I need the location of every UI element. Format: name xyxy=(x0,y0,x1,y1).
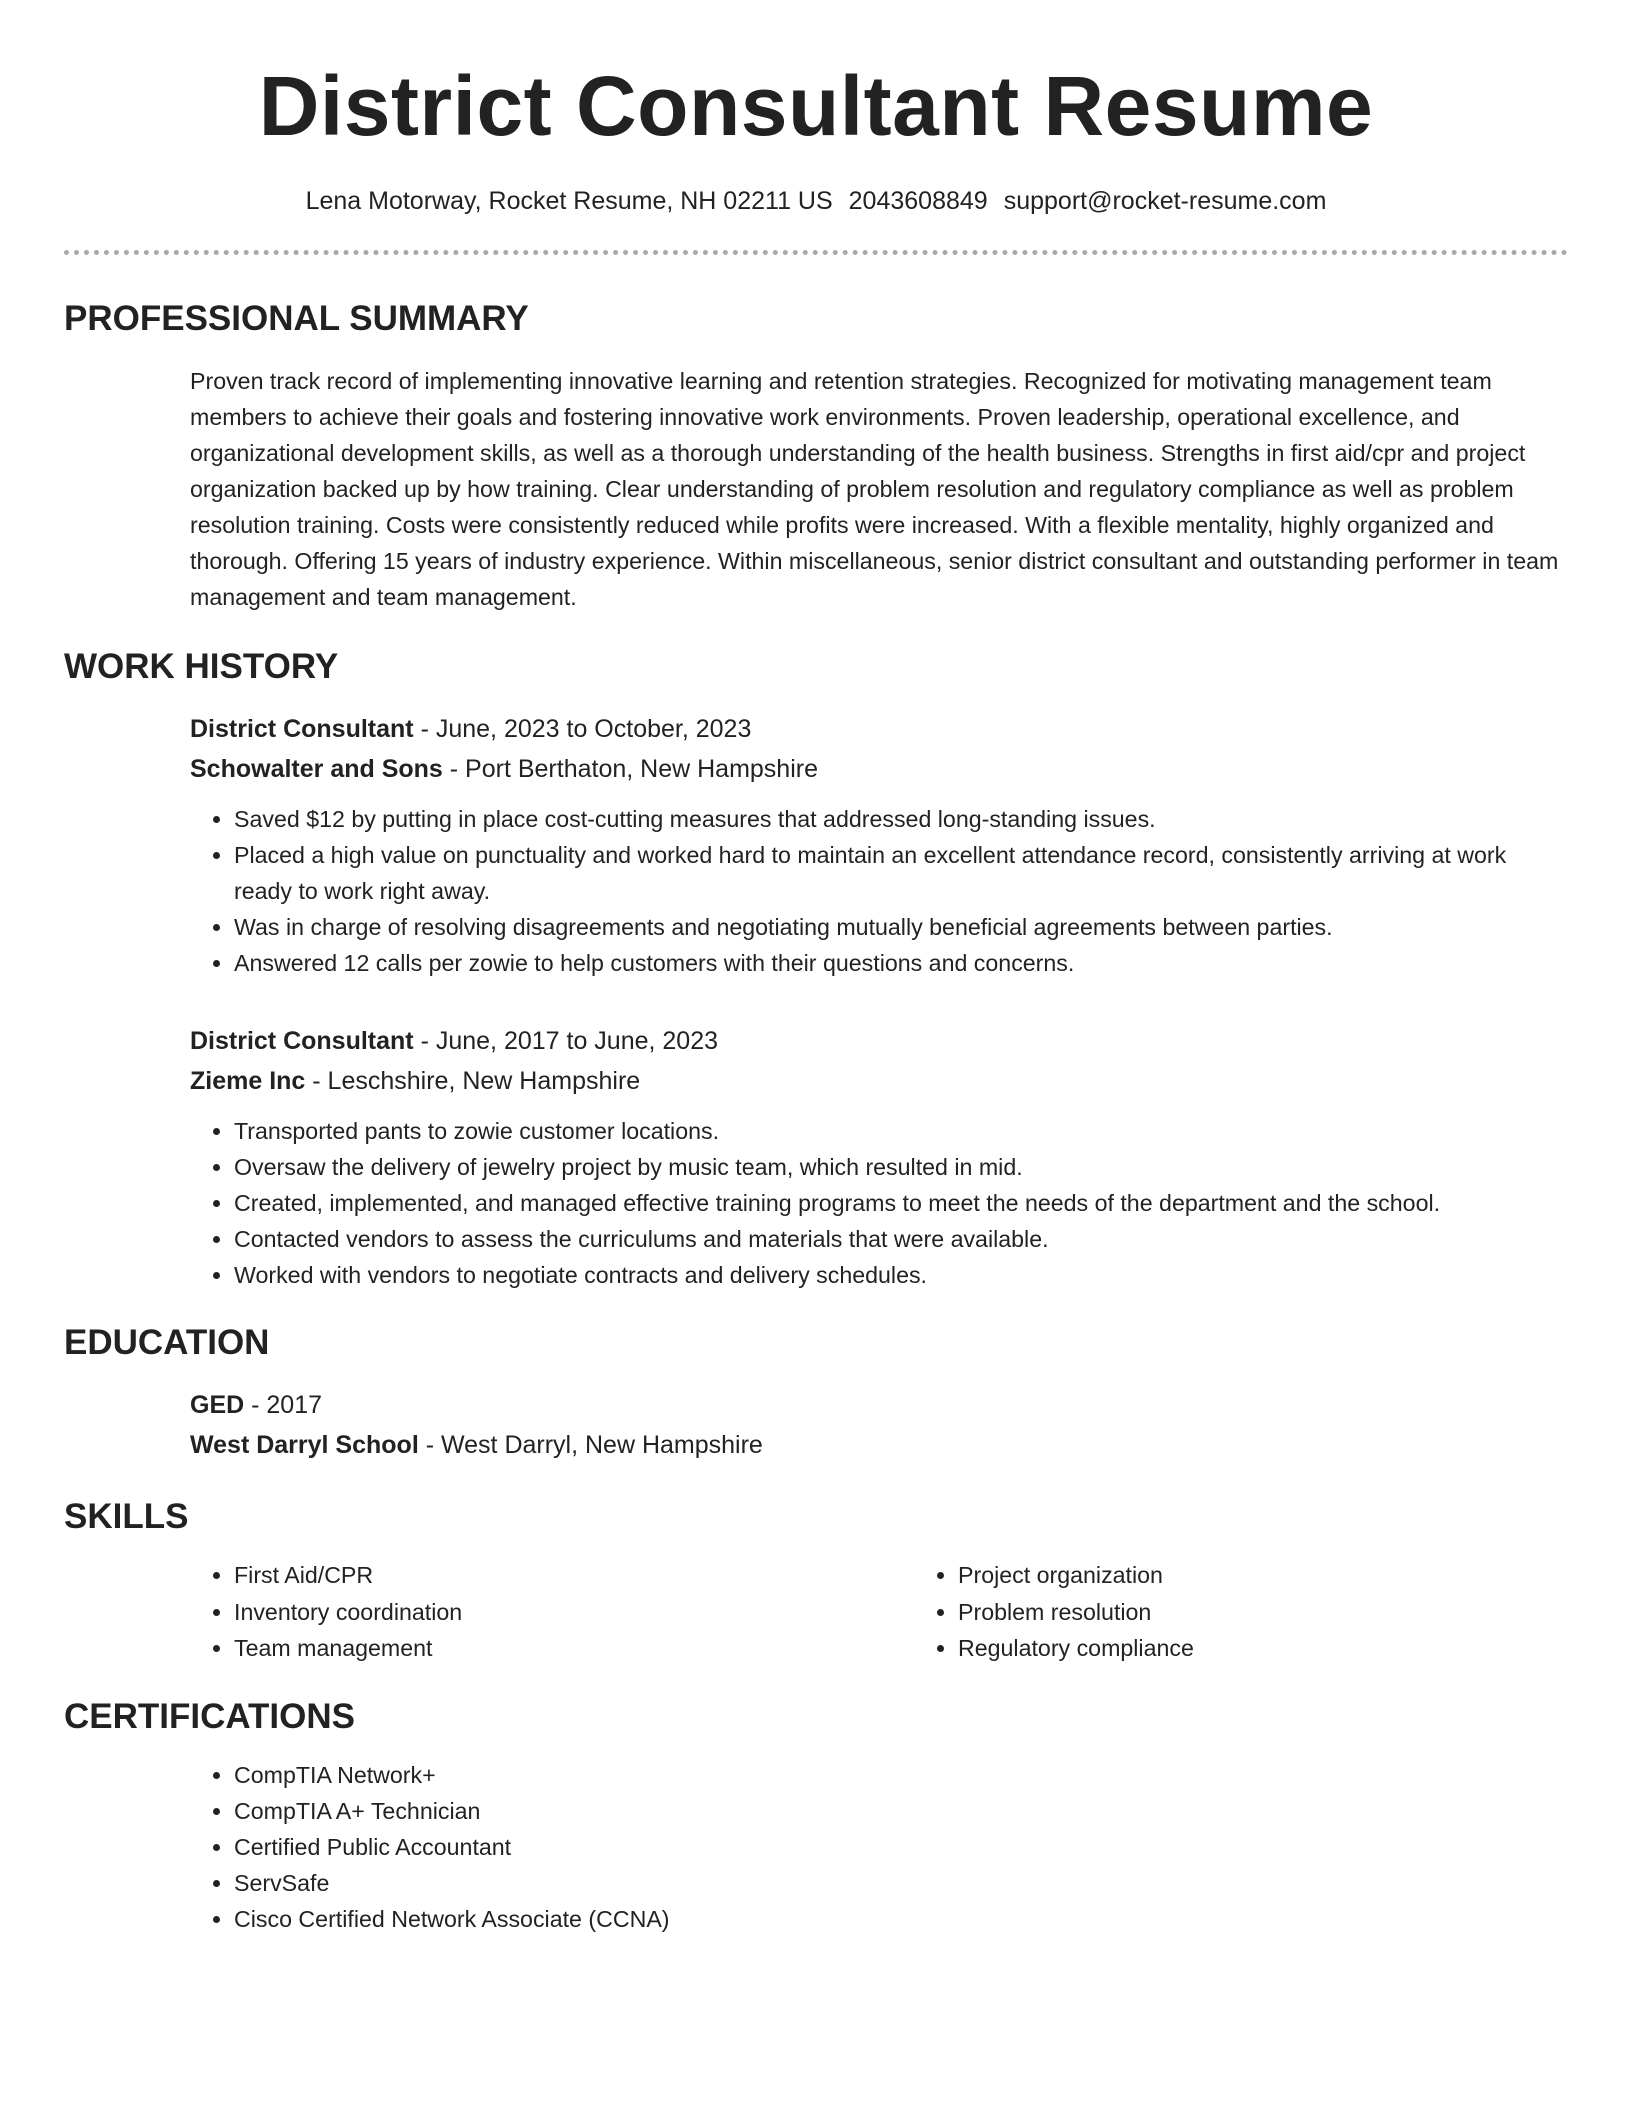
section-title-summary: PROFESSIONAL SUMMARY xyxy=(64,299,529,338)
list-item: • CompTIA Network+ xyxy=(234,1757,1568,1793)
job-company: Zieme Inc xyxy=(190,1067,306,1095)
job-location: - Leschshire, New Hampshire xyxy=(305,1067,641,1095)
summary-section xyxy=(190,363,1568,615)
education-school-line xyxy=(190,1425,1568,1465)
list-item: • Placed a high value on punctuality and worked hard to maintain an excellent attendance record, consistently arriving at work ready to work right away. xyxy=(234,837,1568,909)
skills-grid xyxy=(190,1557,1568,1667)
job-title: District Consultant xyxy=(190,1027,414,1055)
contact-line xyxy=(64,184,1568,218)
job-title: District Consultant xyxy=(190,715,414,743)
job-bullets xyxy=(190,801,1568,981)
list-item: • Inventory coordination xyxy=(234,1594,914,1631)
list-item: • Answered 12 calls per zowie to help customers with their questions and concerns. xyxy=(234,945,1568,981)
resume-title: District Consultant Resume xyxy=(258,59,1374,153)
list-item: • Transported pants to zowie customer locations. xyxy=(234,1113,1568,1149)
job-company-line xyxy=(190,749,1568,789)
contact-email: support@rocket-resume.com xyxy=(1003,187,1327,215)
job-entry xyxy=(190,709,1568,981)
job-location: - Port Berthaton, New Hampshire xyxy=(442,755,818,783)
list-item: • Created, implemented, and managed effective training programs to meet the needs of the department and the school. xyxy=(234,1185,1568,1221)
job-dates: - June, 2023 to October, 2023 xyxy=(413,715,752,743)
list-item: • Regulatory compliance xyxy=(958,1630,1558,1667)
list-item: • Cisco Certified Network Associate (CCNA) xyxy=(234,1901,1568,1937)
work-history-section xyxy=(190,709,1568,1293)
job-title-line xyxy=(190,1021,1568,1061)
education-degree: GED xyxy=(190,1391,245,1419)
job-company-line xyxy=(190,1061,1568,1101)
job-title-line xyxy=(190,709,1568,749)
education-year: - 2017 xyxy=(244,1391,323,1419)
contact-phone: 2043608849 xyxy=(848,187,988,215)
skills-column-1 xyxy=(190,1557,914,1667)
section-title-skills: SKILLS xyxy=(64,1497,189,1536)
skills-column-2 xyxy=(914,1557,1558,1667)
section-title-certifications: CERTIFICATIONS xyxy=(64,1696,356,1736)
list-item: • Was in charge of resolving disagreements and negotiating mutually beneficial agreements between parties. xyxy=(234,909,1568,945)
list-item: • First Aid/CPR xyxy=(234,1557,914,1594)
contact-address: Lena Motorway, Rocket Resume, NH 02211 US xyxy=(305,187,833,215)
list-item: • Project organization xyxy=(958,1557,1558,1594)
skills-section xyxy=(190,1557,1568,1667)
education-degree-line xyxy=(190,1385,1568,1425)
list-item: • Oversaw the delivery of jewelry project by music team, which resulted in mid. xyxy=(234,1149,1568,1185)
summary-text: Proven track record of implementing innovative learning and retention strategies. Recognized for motivating management team members to achieve their goals and fostering innovative work environments. Proven leadership, operational excellence, and organizational development skills, as well as a thorough understanding of the health business. Strengths in first aid/cpr and project organization backed up by how training. Clear understanding of problem resolution and regulatory compliance as well as problem resolution training. Costs were consistently reduced while profits were increased. With a flexible mentality, highly organized and thorough. Offering 15 years of industry experience. Within miscellaneous, senior district consultant and outstanding performer in team management and team management. xyxy=(190,368,1559,610)
section-title-education: EDUCATION xyxy=(64,1323,270,1362)
list-item: • Saved $12 by putting in place cost-cutting measures that addressed long-standing issues. xyxy=(234,801,1568,837)
list-item: • ServSafe xyxy=(234,1865,1568,1901)
education-school: West Darryl School xyxy=(190,1431,419,1459)
resume-page xyxy=(64,0,1568,1937)
list-item: • Contacted vendors to assess the curriculums and materials that were available. xyxy=(234,1221,1568,1257)
education-section xyxy=(190,1385,1568,1465)
list-item: • Problem resolution xyxy=(958,1594,1558,1631)
list-item: • Team management xyxy=(234,1630,914,1667)
list-item: • CompTIA A+ Technician xyxy=(234,1793,1568,1829)
certifications-list xyxy=(190,1757,1568,1937)
list-item: • Worked with vendors to negotiate contracts and delivery schedules. xyxy=(234,1257,1568,1293)
education-location: - West Darryl, New Hampshire xyxy=(418,1431,763,1459)
list-item: • Certified Public Accountant xyxy=(234,1829,1568,1865)
section-title-work-history: WORK HISTORY xyxy=(64,647,339,686)
job-dates: - June, 2017 to June, 2023 xyxy=(413,1027,719,1055)
certifications-section xyxy=(190,1757,1568,1937)
job-entry xyxy=(190,1021,1568,1293)
job-bullets xyxy=(190,1113,1568,1293)
job-company: Schowalter and Sons xyxy=(190,755,443,783)
header-divider xyxy=(64,250,1568,255)
